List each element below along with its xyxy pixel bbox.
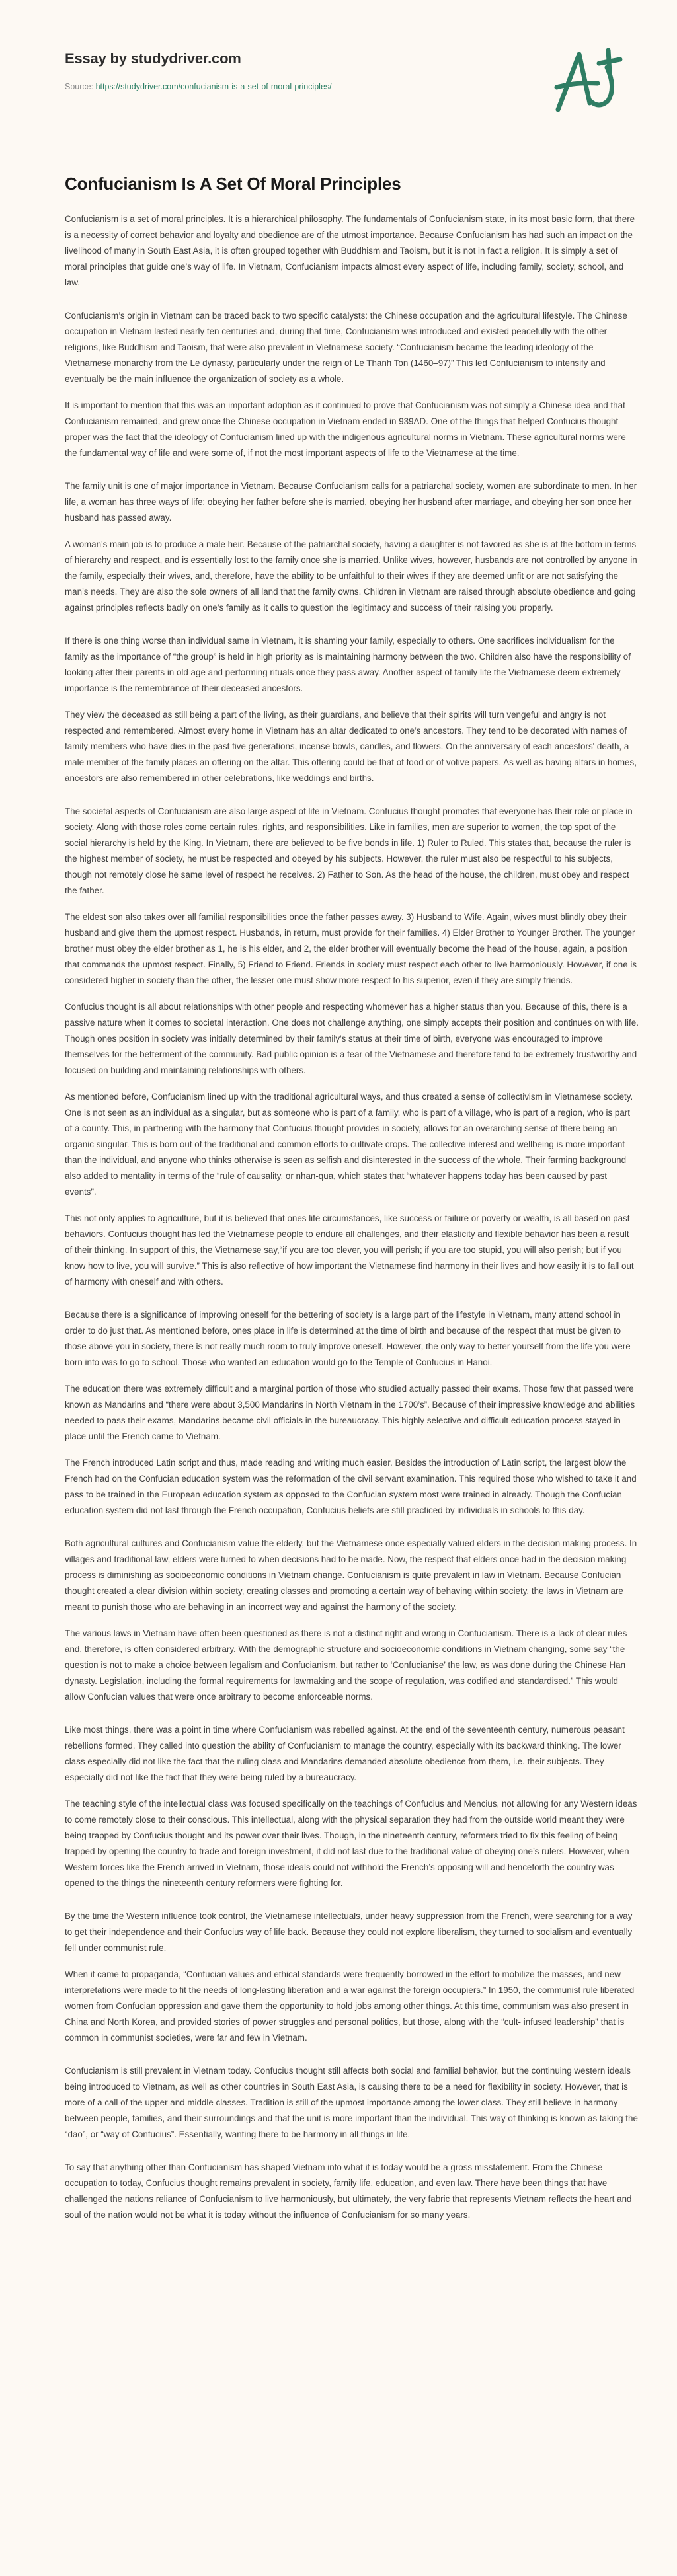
- essay-paragraph: When it came to propaganda, “Confucian values and ethical standards were frequently borrowed in the effort to mobilize the masses, and new interpretations were made to fit the needs of long-lasting liberation and a war against the foreign occupiers.” In 1950, the communist rule liberated women from Confucian oppression and gave them the opportunity to hold jobs among other things. At this time, communism was also present in China and North Korea, and provided stories of power struggles and personal politics, but those, along with the “cult- infused leadership” that is common in communist societies, were far and few in Vietnam.: [65, 1969, 635, 2043]
- essay-paragraph: Confucius thought is all about relationships with other people and respecting whomever has a higher status than you. Because of this, there is a passive nature when it comes to societal interaction. One does not challenge anything, one simply accepts their position and continues on with life. Though ones position in society was initially determined by their family's status at their time of birth, everyone was encouraged to improve themselves for the betterment of the community. Bad public opinion is a fear of the Vietnamese and therefore tend to be extremely trustworthy and focused on building and maintaining relationships with others.: [65, 1002, 639, 1075]
- essay-paragraph: Like most things, there was a point in time where Confucianism was rebelled against. At the end of the seventeenth century, numerous peasant rebellions formed. They called into question the ability of Confucianism to manage the country, especially with its backward thinking. The lower class especially did not like the fact that the ruling class and Mandarins demanded absolute obedience from them, i.e. their subjects. They especially did not like the fact that they were being ruled by a bureaucracy.: [65, 1725, 625, 1782]
- essay-title: Confucianism Is A Set Of Moral Principles: [65, 174, 401, 194]
- essay-paragraph: They view the deceased as still being a part of the living, as their guardians, and believe that their spirits will turn vengeful and angry is not respected and remembered. Almost every home in Vietnam has an altar dedicated to one’s ancestors. They tend to be decorated with names of family members who have dies in the past five generations, incense bowls, candles, and flowers. On the anniversary of each ancestors' death, a male member of the family places an offering on the altar. This offering could be that of food or of votive papers. As well as having altars in homes, ancestors are also remembered in other celebrations, like weddings and births.: [65, 710, 637, 783]
- essay-paragraph: This not only applies to agriculture, but it is believed that ones life circumstances, like success or failure or poverty or wealth, is all based on past behaviors. Confucius thought has led the Vietnamese people to endure all challenges, and their elasticity and flexible behavior has been a result of their thinking. In support of this, the Vietnamese say,“if you are too clever, you will perish; if you are too stupid, you will also perish; but if you know how to live, you will survive.” This is also reflective of how important the Vietnamese find harmony in their lives and how easily it is to fall out of harmony with oneself and with others.: [65, 1213, 634, 1287]
- site-brand: Essay by studydriver.com: [65, 50, 241, 67]
- essay-paragraph: To say that anything other than Confucianism has shaped Vietnam into what it is today would be a gross misstatement. From the Chinese occupation to today, Confucius thought remains prevalent in society, family life, education, and even law. There have been things that have challenged the nations reliance of Confucianism to live harmoniously, but ultimately, the very fabric that represents Vietnam reflects the heart and soul of the nation would not be what it is today without the influence of Confucianism for so many years.: [65, 2162, 632, 2220]
- essay-paragraph: A woman's main job is to produce a male heir. Because of the patriarchal society, having a daughter is not favored as she is at the bottom in terms of hierarchy and respect, and is essentially lost to the family once she is married. Unlike wives, however, husbands are not controlled by anyone in the family, especially their wives, and, therefore, have the ability to be unfaithful to their wives if they are deemed unfit or are not satisfying the man’s needs. They are also the sole owners of all land that the family owns. Children in Vietnam are raised through absolute obedience and going against principles reflects badly on one’s family as it calls to question the legitimacy and success of their raising you properly.: [65, 539, 637, 613]
- source-label: Source:: [65, 82, 96, 91]
- essay-paragraph: It is important to mention that this was an important adoption as it continued to prove that Confucianism was not simply a Chinese idea and that Confucianism remained, and grew once the Chinese occupation in Vietnam ended in 939AD. One of the things that helped Confucius thought proper was the fact that the ideology of Confucianism lined up with the indigenous agricultural norms in Vietnam. These agricultural norms were the fundamental way of life and were some of, if not the most important aspects of life to the Vietnamese at the time.: [65, 400, 626, 458]
- essay-paragraph: As mentioned before, Confucianism lined up with the traditional agricultural ways, and thus created a sense of collectivism in Vietnamese society. One is not seen as an individual as a singular, but as someone who is part of a family, who is part of a village, who is part of a region, who is part of a county. This, in partnering with the harmony that Confucius thought provides in society, allows for an overarching sense of there being an organic singular. This is born out of the traditional and common efforts to cultivate crops. The collective interest and wellbeing is more important than the individual, and anyone who thinks otherwise is seen as selfish and disinterested in the success of the whole. Their farming background also added to mentality in terms of the “rule of causality, or nhan-qua, which states that “whatever happens today has been caused by past events”.: [65, 1092, 633, 1197]
- essay-paragraph: Confucianism is still prevalent in Vietnam today. Confucius thought still affects both social and familial behavior, but the continuing western ideals being introduced to Vietnam, as well as other countries in South East Asia, is causing there to be a need for flexibility in society. However, that is more of a call of the upper and middle classes. Tradition is still of the upmost importance among the lower class. They still believe in harmony between people, families, and their surroundings and that the unit is more important than the individual. This way of thinking is known as taking the “dao”, or “way of Confucius”. Essentially, wanting there to be harmony in all things in life.: [65, 2066, 638, 2139]
- essay-paragraph: The French introduced Latin script and thus, made reading and writing much easier. Besides the introduction of Latin script, the largest blow the French had on the Confucian education system was the reformation of the civil servant examination. This required those who wished to take it and pass to be trained in the European education system as opposed to the Confucian system most were trained in already. Though the Confucian education system did not last through the French occupation, Confucius beliefs are still practiced by individuals in schools to this day.: [65, 1458, 637, 1515]
- essay-paragraph: The education there was extremely difficult and a marginal portion of those who studied actually passed their exams. Those few that passed were known as Mandarins and “there were about 3,500 Mandarins in North Vietnam in the 1700’s”. Because of their impressive knowledge and abilities needed to pass their exams, Mandarins became civil officials in the bureaucracy. This highly selective and difficult education process stayed in place until the French came to Vietnam.: [65, 1384, 635, 1441]
- essay-paragraph: If there is one thing worse than individual same in Vietnam, it is shaming your family, especially to others. One sacrifices individualism for the family as the importance of “the group” is held in high priority as is maintaining harmony between the two. Children also have the responsibility of looking after their parents in old age and performing rituals once they pass away. Another aspect of family life the Vietnamese deem extremely importance is the remembrance of their deceased ancestors.: [65, 636, 631, 693]
- essay-paragraph: Confucianism’s origin in Vietnam can be traced back to two specific catalysts: the Chinese occupation and the agricultural lifestyle. The Chinese occupation in Vietnam lasted nearly ten centuries and, during that time, Confucianism was introduced and existed peacefully with the other religions, like Buddhism and Taoism, that were also prevalent in Vietnamese society. “Confucianism became the leading ideology of the Vietnamese monarchy from the Le dynasty, particularly under the reign of Le Thanh Ton (1460–97)” This led Confucianism to intensify and eventually be the main influence the organization of society as a whole.: [65, 311, 627, 384]
- essay-paragraph: The family unit is one of major importance in Vietnam. Because Confucianism calls for a patriarchal society, women are subordinate to men. In her life, a woman has three ways of life: obeying her father before she is married, obeying her husband after marriage, and obeying her son once her husband has passed away.: [65, 481, 637, 523]
- essay-paragraph: The societal aspects of Confucianism are also large aspect of life in Vietnam. Confucius thought promotes that everyone has their role or place in society. Along with those roles come certain rules, rights, and responsibilities. Like in families, men are superior to women, the top spot of the social hierarchy is held by the King. In Vietnam, there are believed to be five bonds in life. 1) Ruler to Ruled. This states that, because the ruler is the highest member of society, he must be respected and obeyed by his subjects. However, the ruler must also be respectful to his subjects, though not remotely close he same level of respect he receives. 2) Father to Son. As the head of the house, the children, must obey and respect the father.: [65, 806, 633, 895]
- source-line: [65, 82, 332, 91]
- essay-paragraph: Confucianism is a set of moral principles. It is a hierarchical philosophy. The fundamentals of Confucianism state, in its most basic form, that there is a necessity of correct behavior and loyalty and obedience are of the utmost importance. Because Confucianism has had such an impact on the livelihood of many in South East Asia, it is often grouped together with Buddhism and Taoism, but it is not in fact a religion. It is simply a set of moral principles that guide one’s way of life. In Vietnam, Confucianism impacts almost every aspect of life, including family, society, school, and law.: [65, 214, 635, 287]
- essay-paragraph: The eldest son also takes over all familial responsibilities once the father passes away. 3) Husband to Wife. Again, wives must blindly obey their husband and give them the upmost respect. Husbands, in return, must provide for their families. 4) Elder Brother to Younger Brother. The younger brother must obey the elder brother as 1, he is his elder, and 2, the elder brother will eventually become the head of the house, again, a position that commands the upmost respect. Finally, 5) Friend to Friend. Friends in society must respect each other to live harmoniously. However, if one is considered higher in society than the other, the lesser one must show more respect to his superior, even if they are simply friends.: [65, 912, 637, 985]
- essay-paragraph: Both agricultural cultures and Confucianism value the elderly, but the Vietnamese once especially valued elders in the decision making process. In villages and traditional law, elders were turned to when decisions had to be made. Now, the respect that elders once had in the decision making process is diminishing as socioeconomic conditions in Vietnam change. Confucianism is quite prevalent in law in Vietnam. Because Confucian thought created a clear division within society, creating classes and promoting a certain way of behaving within society, the laws in Vietnam are meant to punish those who are behaving in an incorrect way and against the harmony of the society.: [65, 1538, 637, 1612]
- essay-content: [0, 174, 677, 2223]
- essay-paragraph: By the time the Western influence took control, the Vietnamese intellectuals, under heavy suppression from the French, were searching for a way to get their independence and their Confucius way of life back. Because they could not explore liberalism, they turned to socialism and eventually fell under communist rule.: [65, 1911, 633, 1953]
- a-plus-grade-icon: [549, 41, 635, 114]
- essay-paragraph: Because there is a significance of improving oneself for the bettering of society is a large part of the lifestyle in Vietnam, many attend school in order to do just that. As mentioned before, ones place in life is determined at the time of birth and because of the respect that must be given to those above you in society, there is not really much room to truly improve oneself. However, the only way to better yourself from the life you were born into was to go to school. Those who wanted an education would go to the Temple of Confucius in Hanoi.: [65, 1310, 631, 1367]
- essay-paragraph: The various laws in Vietnam have often been questioned as there is not a distinct right and wrong in Confucianism. There is a lack of clear rules and, therefore, is often considered arbitrary. With the demographic structure and socioeconomic conditions in Vietnam changing, some say “the question is not to make a choice between legalism and Confucianism, but rather to ‘Confucianise’ the law, as was done during the Chinese Han dynasty. Legislation, including the formal requirements for lawmaking and the scope of regulation, was codified and standardised.” This would allow Confucian values that were once arbitrary to become enforceable norms.: [65, 1628, 627, 1702]
- essay-body: [65, 211, 639, 2223]
- essay-paragraph: The teaching style of the intellectual class was focused specifically on the teachings of Confucius and Mencius, not allowing for any Western ideas to come remotely close to their conscious. This intellectual, along with the physical separation they had from the outside world meant they were being trapped by Confucius thought and its power over their lives. Though, in the nineteenth century, reformers tried to fix this feeling of being trapped by opening the country to trade and foreign investment, it did not last due to the traditional value of obeying one’s rulers. However, when Western forces like the French arrived in Vietnam, those ideals could not withhold the French’s opposing will and henceforth the country was opened to the things the nineteenth century reformers were fighting for.: [65, 1799, 637, 1888]
- page-header: [0, 0, 677, 132]
- source-link[interactable]: https://studydriver.com/confucianism-is-a-set-of-moral-principles/: [95, 82, 332, 91]
